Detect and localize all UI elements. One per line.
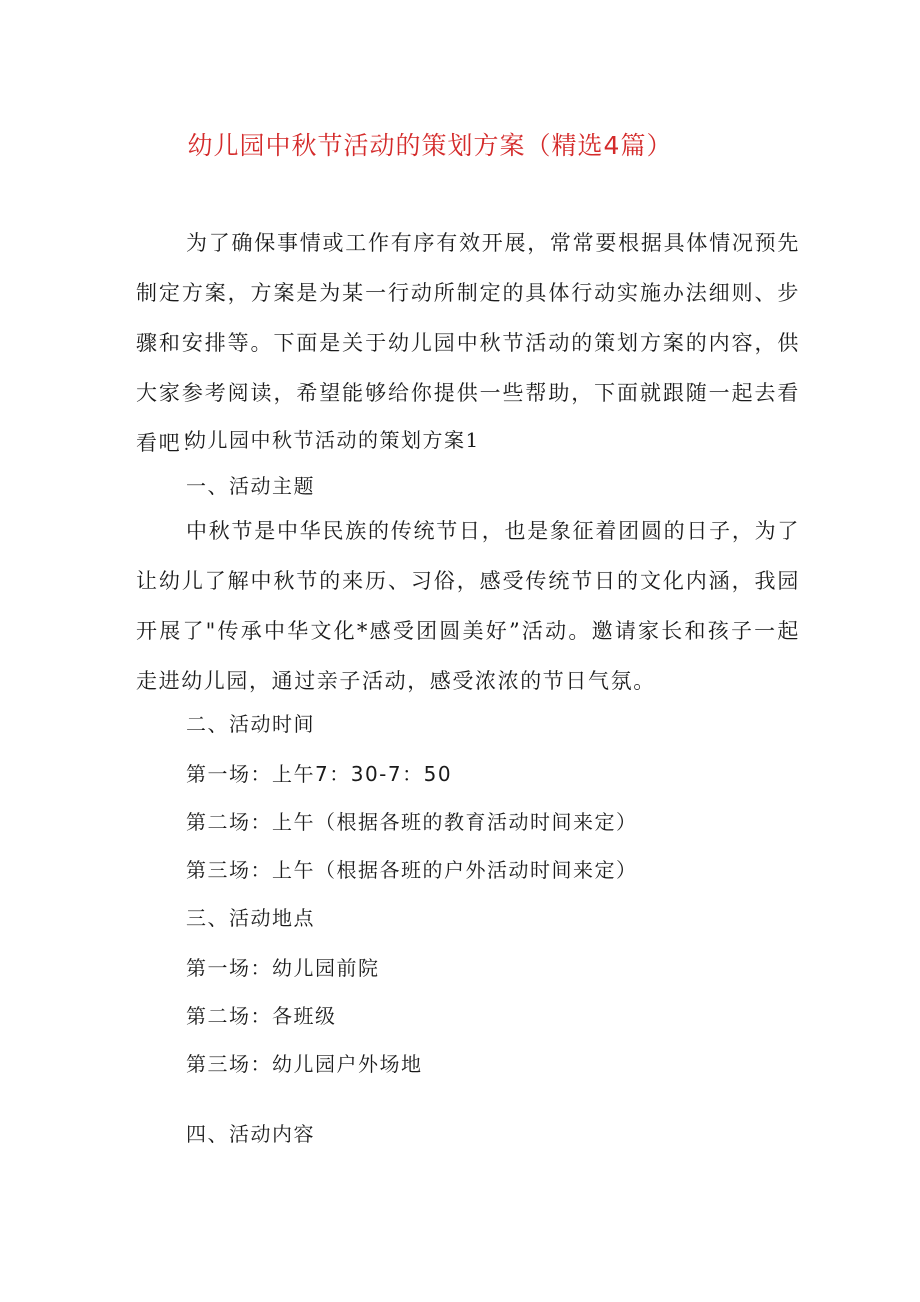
section-2-item-3: 第三场：上午（根据各班的户外活动时间来定） — [186, 858, 638, 882]
intro-paragraph: 为了确保事情或工作有序有效开展，常常要根据具体情况预先制定方案，方案是为某一行动所制定的具体行动实施办法细则、步骤和安排等。下面是关于幼儿园中秋节活动的策划方案的内容，供大家参考阅读，希望能够给你提供一些帮助，下面就跟随一起去看看吧！ — [136, 231, 800, 455]
section-3-item-2: 第二场：各班级 — [186, 1004, 337, 1028]
section-3-item-3: 第三场：幼儿园户外场地 — [186, 1052, 423, 1076]
section-2-heading: 二、活动时间 — [186, 712, 315, 736]
section-3-item-1: 第一场：幼儿园前院 — [186, 956, 380, 980]
section-3-heading: 三、活动地点 — [186, 906, 315, 930]
plan-1-heading: 幼儿园中秋节活动的策划方案1 — [186, 428, 480, 452]
section-1-heading: 一、活动主题 — [186, 474, 315, 498]
section-1-body: 中秋节是中华民族的传统节日，也是象征着团圆的日子，为了让幼儿了解中秋节的来历、习俗，感受传统节日的文化内涵，我园开展了"传承中华文化*感受团圆美好”活动。邀请家长和孩子一起走进幼儿园，通过亲子活动，感受浓浓的节日气氛。 — [136, 519, 800, 693]
section-4-heading: 四、活动内容 — [186, 1122, 315, 1146]
section-2-item-1: 第一场：上午7：30-7：50 — [186, 762, 453, 786]
document-title: 幼儿园中秋节活动的策划方案（精选4篇） — [187, 131, 673, 160]
section-2-item-2: 第二场：上午（根据各班的教育活动时间来定） — [186, 810, 638, 834]
